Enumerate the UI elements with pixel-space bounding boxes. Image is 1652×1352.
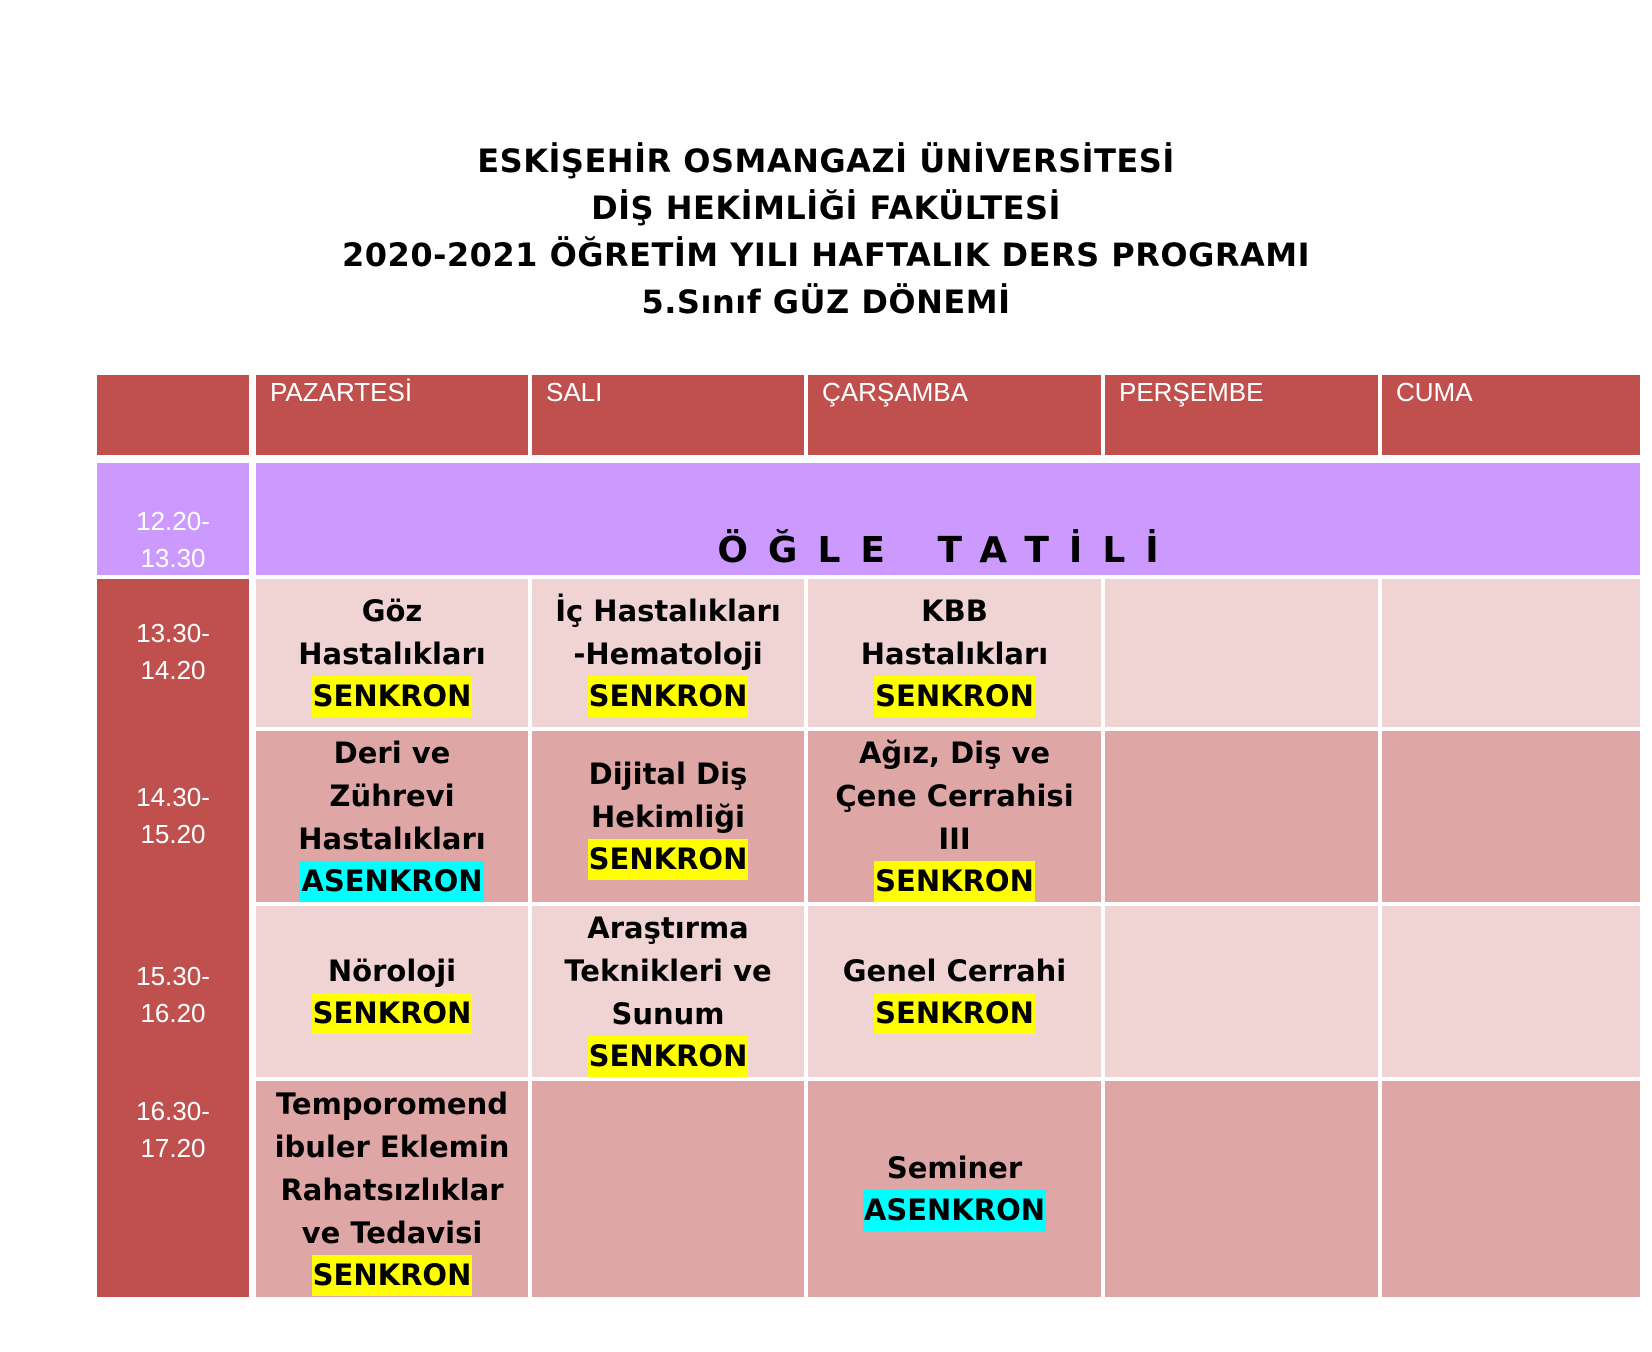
- header-cell-day: [256, 375, 528, 455]
- delivery-mode-wrap: [874, 676, 1035, 717]
- delivery-mode-wrap: [312, 676, 473, 717]
- delivery-mode-wrap: [874, 993, 1035, 1034]
- course-cell: [1382, 579, 1640, 727]
- header-corner-cell: [97, 375, 249, 455]
- course-name-line: Dijital Diş: [588, 757, 748, 791]
- day-label: CUMA: [1396, 377, 1473, 407]
- course-name-line: KBB: [921, 593, 988, 628]
- course-cell: [808, 731, 1101, 902]
- course-name-line: ibuler Eklemin: [274, 1129, 510, 1164]
- delivery-mode-badge: SENKRON: [588, 1036, 749, 1077]
- course-name-line: Hastalıkları: [298, 636, 486, 671]
- course-name-line: -Hematoloji: [573, 636, 763, 671]
- course-name-line: Nöroloji: [327, 953, 457, 988]
- time-start: 13.30-: [136, 618, 210, 648]
- time-end: 17.20: [140, 1133, 206, 1163]
- course-cell: [256, 906, 528, 1077]
- course-cell: [532, 1081, 804, 1297]
- course-cell: [256, 1081, 528, 1297]
- class-term: 5.Sınıf GÜZ DÖNEMİ: [641, 283, 1011, 321]
- delivery-mode-wrap: [863, 1190, 1046, 1231]
- course-cell: [808, 1081, 1101, 1297]
- course-cell: [1105, 731, 1378, 902]
- delivery-mode-badge: SENKRON: [588, 676, 749, 717]
- time-end: 16.20: [140, 998, 206, 1028]
- course-name-line: Araştırma: [587, 910, 749, 945]
- course-name-line: III: [938, 821, 971, 856]
- course-cell: [532, 906, 804, 1077]
- delivery-mode-wrap: [588, 676, 749, 717]
- course-cell: [256, 579, 528, 727]
- course-name-line: Çene Cerrahisi: [835, 778, 1074, 813]
- delivery-mode-badge: SENKRON: [874, 676, 1035, 717]
- lunch-break-row: [256, 463, 1640, 575]
- course-name-line: Göz: [361, 593, 423, 628]
- delivery-mode-wrap: [588, 839, 749, 880]
- lunch-break-label: ÖĞLE TATİLİ: [717, 530, 1179, 571]
- time-cell: [97, 579, 249, 727]
- course-cell: [1105, 579, 1378, 727]
- course-cell: [1382, 731, 1640, 902]
- delivery-mode-wrap: [312, 993, 473, 1034]
- day-label: ÇARŞAMBA: [822, 377, 968, 407]
- course-cell: [1382, 906, 1640, 1077]
- day-label: SALI: [546, 377, 603, 407]
- course-name-line: Genel Cerrahi: [842, 953, 1067, 988]
- course-cell: [808, 579, 1101, 727]
- delivery-mode-badge: SENKRON: [874, 993, 1035, 1034]
- faculty-name: DİŞ HEKİMLİĞİ FAKÜLTESİ: [591, 189, 1061, 227]
- course-name-line: Sunum: [611, 996, 725, 1031]
- course-cell: [1382, 1081, 1640, 1297]
- time-start: 16.30-: [136, 1096, 210, 1126]
- course-name-line: Ağız, Diş ve: [858, 735, 1051, 770]
- header-cell-day: [808, 375, 1101, 455]
- header-cell-day: [1105, 375, 1378, 455]
- delivery-mode-wrap: [874, 861, 1035, 902]
- course-name-line: Deri ve: [333, 735, 451, 770]
- delivery-mode-wrap: [300, 861, 483, 902]
- course-name-line: Hastalıkları: [298, 821, 486, 856]
- delivery-mode-badge: SENKRON: [312, 676, 473, 717]
- course-name-line: Zührevi: [329, 778, 455, 813]
- course-name-line: Hekimliği: [591, 800, 745, 834]
- time-start: 15.30-: [136, 961, 210, 991]
- course-name-line: Rahatsızlıklar: [280, 1172, 504, 1207]
- header-cell-day: [1382, 375, 1640, 455]
- day-label: PERŞEMBE: [1119, 377, 1264, 407]
- time-cell: [97, 727, 249, 906]
- course-cell: [256, 731, 528, 902]
- time-end: 13.30: [140, 543, 206, 573]
- course-cell: [1105, 1081, 1378, 1297]
- time-cell: [97, 906, 249, 1081]
- course-cell: [1105, 906, 1378, 1077]
- time-cell-lunch: [97, 463, 249, 575]
- header-cell-day: [532, 375, 804, 455]
- course-name-line: İç Hastalıkları: [555, 593, 781, 628]
- delivery-mode-badge: ASENKRON: [863, 1190, 1046, 1231]
- time-cell: [97, 1081, 249, 1297]
- university-name: ESKİŞEHİR OSMANGAZİ ÜNİVERSİTESİ: [477, 142, 1175, 180]
- day-label: PAZARTESİ: [270, 377, 413, 407]
- delivery-mode-badge: SENKRON: [588, 839, 749, 880]
- delivery-mode-wrap: [312, 1255, 473, 1296]
- time-end: 14.20: [140, 655, 206, 685]
- delivery-mode-badge: ASENKRON: [300, 861, 483, 902]
- delivery-mode-badge: SENKRON: [312, 993, 473, 1034]
- time-end: 15.20: [140, 819, 206, 849]
- course-cell: [532, 579, 804, 727]
- program-title: 2020-2021 ÖĞRETİM YILI HAFTALIK DERS PROGRAMI: [342, 236, 1310, 274]
- course-name-line: Hastalıkları: [860, 636, 1049, 671]
- course-cell: [532, 731, 804, 902]
- page-title-block: [0, 138, 1652, 326]
- delivery-mode-badge: SENKRON: [312, 1255, 473, 1296]
- course-name-line: ve Tedavisi: [301, 1215, 483, 1250]
- time-start: 14.30-: [136, 782, 210, 812]
- course-cell: [808, 906, 1101, 1077]
- delivery-mode-badge: SENKRON: [874, 861, 1035, 902]
- time-start: 12.20-: [136, 506, 210, 536]
- course-name-line: Teknikleri ve: [564, 953, 772, 988]
- course-name-line: Seminer: [886, 1151, 1023, 1185]
- delivery-mode-wrap: [588, 1036, 749, 1077]
- course-name-line: Temporomend: [275, 1086, 508, 1121]
